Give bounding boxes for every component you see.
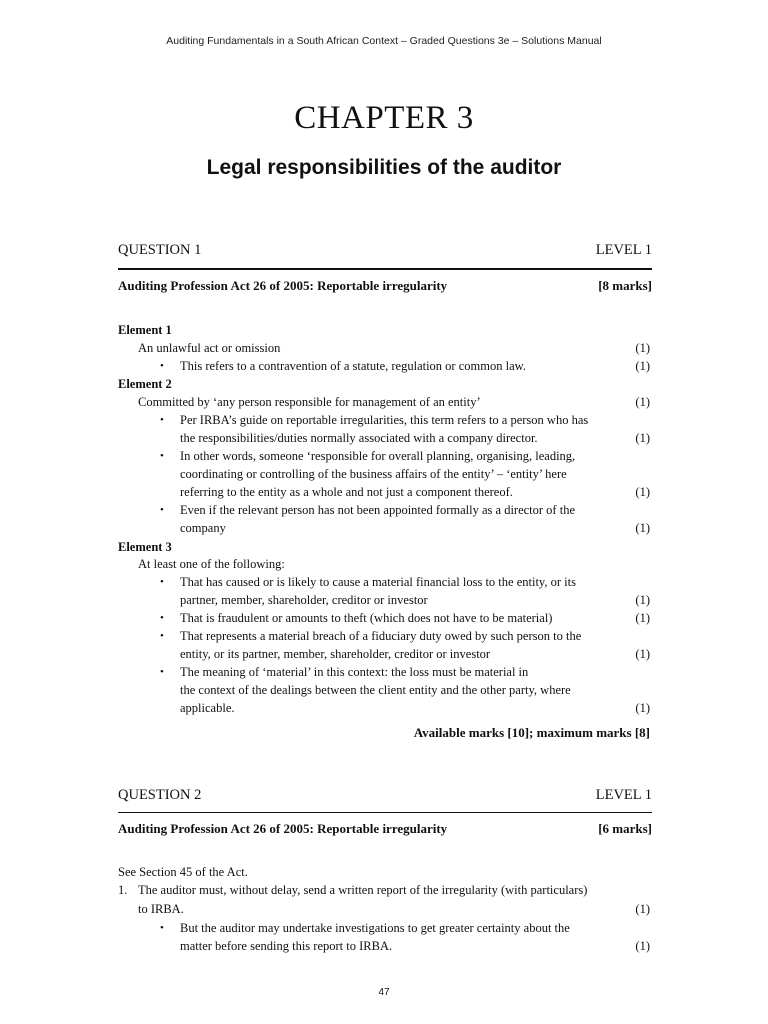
answer-line: That is fraudulent or amounts to theft (which does not have to be material) <box>180 611 553 625</box>
answer-line: That has caused or is likely to cause a material financial loss to the entity, or its <box>180 575 576 589</box>
question-1-rule <box>118 268 652 270</box>
bullet-icon: • <box>160 612 164 624</box>
list-number: 1. <box>118 883 128 897</box>
answer-line: Committed by ‘any person responsible for management of an entity’ <box>138 395 481 409</box>
mark: (1) <box>635 359 650 373</box>
answer-line: coordinating or controlling of the business affairs of the entity’ – ‘entity’ here <box>180 467 567 481</box>
answer-line: That represents a material breach of a fiduciary duty owed by such person to the <box>180 629 582 643</box>
question-1-total: Available marks [10]; maximum marks [8] <box>413 725 650 740</box>
answer-line: partner, member, shareholder, creditor or investor <box>180 593 428 607</box>
answer-line: applicable. <box>180 701 235 715</box>
answer-line: An unlawful act or omission <box>138 341 281 355</box>
element-heading: Element 2 <box>118 377 172 391</box>
element-heading: Element 1 <box>118 323 172 337</box>
answer-line: Per IRBA’s guide on reportable irregularities, this term refers to a person who has <box>180 413 589 427</box>
answer-line: In other words, someone ‘responsible for overall planning, organising, leading, <box>180 449 576 463</box>
answer-line: the context of the dealings between the client entity and the other party, where <box>180 683 571 697</box>
question-2-label: QUESTION 2 <box>118 787 202 803</box>
mark: (1) <box>635 902 650 916</box>
mark: (1) <box>635 431 650 445</box>
question-2-topic: Auditing Profession Act 26 of 2005: Reportable irregularity <box>118 821 448 836</box>
question-1-label: QUESTION 1 <box>118 242 202 258</box>
mark: (1) <box>635 341 650 355</box>
bullet-icon: • <box>160 504 164 516</box>
question-1-topic-row <box>118 278 652 294</box>
question-2-marks: [6 marks] <box>598 821 652 836</box>
answer-line: But the auditor may undertake investigations to get greater certainty about the <box>180 921 570 935</box>
question-1-header <box>118 242 652 259</box>
question-2-level: LEVEL 1 <box>595 787 652 803</box>
mark: (1) <box>635 611 650 625</box>
mark: (1) <box>635 647 650 661</box>
mark: (1) <box>635 521 650 535</box>
bullet-icon: • <box>160 360 164 372</box>
answer-line: This refers to a contravention of a statute, regulation or common law. <box>180 359 526 373</box>
answer-line: Even if the relevant person has not been appointed formally as a director of the <box>180 503 575 517</box>
element-heading: Element 3 <box>118 540 172 554</box>
bullet-icon: • <box>160 414 164 426</box>
answer-line: matter before sending this report to IRBA. <box>180 939 393 953</box>
bullet-icon: • <box>160 450 164 462</box>
mark: (1) <box>635 593 650 607</box>
bullet-icon: • <box>160 576 164 588</box>
mark: (1) <box>635 395 650 409</box>
bullet-icon: • <box>160 922 164 934</box>
bullet-icon: • <box>160 630 164 642</box>
answer-line: entity, or its partner, member, shareholder, creditor or investor <box>180 647 491 661</box>
chapter-title: Legal responsibilities of the auditor <box>206 156 562 179</box>
page-number: 47 <box>378 987 390 998</box>
mark: (1) <box>635 485 650 499</box>
answer-line: The meaning of ‘material’ in this context: the loss must be material in <box>180 665 529 679</box>
question-1-topic: Auditing Profession Act 26 of 2005: Reportable irregularity <box>118 278 448 293</box>
answer-line: See Section 45 of the Act. <box>118 865 248 879</box>
answer-line: to IRBA. <box>138 902 184 916</box>
bullet-icon: • <box>160 666 164 678</box>
question-1-level: LEVEL 1 <box>595 242 652 258</box>
question-1-marks: [8 marks] <box>598 278 652 293</box>
answer-line: company <box>180 521 226 535</box>
answer-line: At least one of the following: <box>138 557 285 571</box>
running-header: Auditing Fundamentals in a South African Context – Graded Questions 3e – Solutions Manual <box>166 35 602 47</box>
answer-line: the responsibilities/duties normally associated with a company director. <box>180 431 538 445</box>
answer-line: referring to the entity as a whole and not just a component thereof. <box>180 485 513 499</box>
mark: (1) <box>635 701 650 715</box>
question-2-topic-row <box>118 821 652 837</box>
question-2-rule <box>118 812 652 813</box>
question-2-header <box>118 787 652 804</box>
mark: (1) <box>635 939 650 953</box>
chapter-number: CHAPTER 3 <box>294 100 474 136</box>
answer-line: The auditor must, without delay, send a written report of the irregularity (with particulars) <box>138 883 588 897</box>
